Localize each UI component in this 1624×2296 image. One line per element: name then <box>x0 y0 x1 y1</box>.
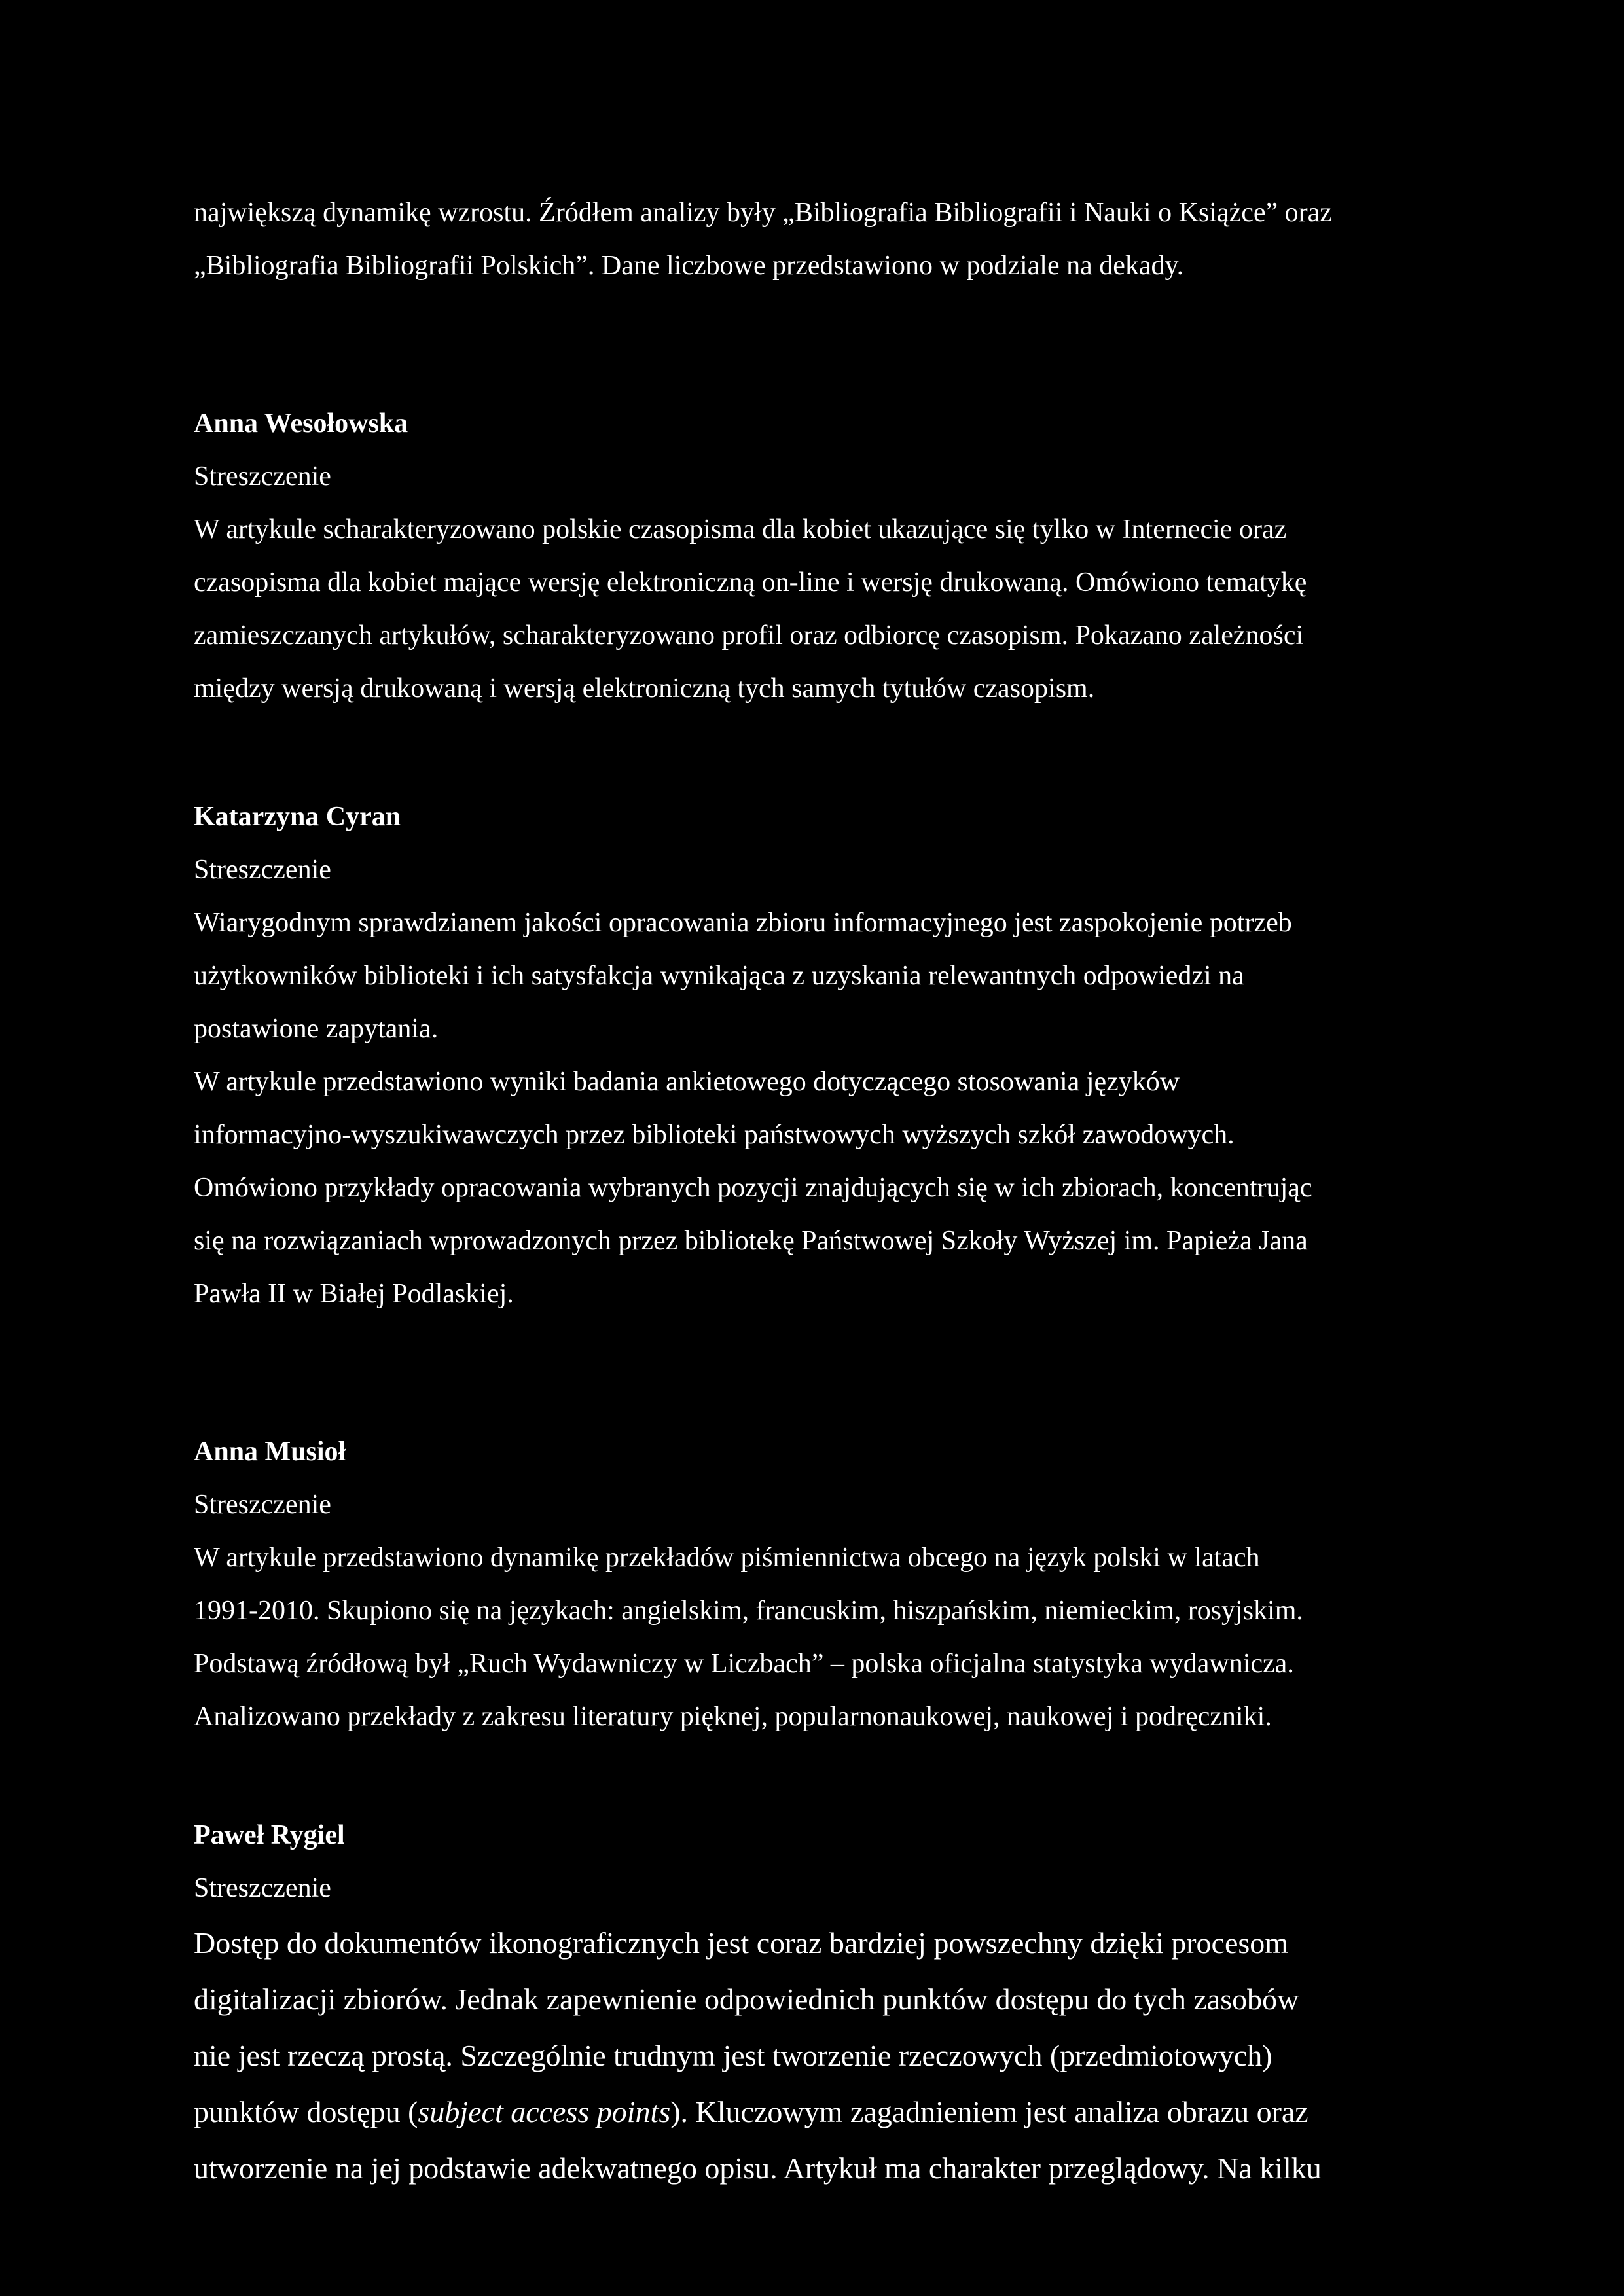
text-line: digitalizacji zbiorów. Jednak zapewnienie odpowiednich punktów dostępu do tych zasobów <box>194 1982 1299 2016</box>
intro-paragraph <box>194 187 1437 293</box>
document-page <box>194 187 1437 2197</box>
author-name: Paweł Rygiel <box>194 1820 345 1850</box>
text-line: zamieszczanych artykułów, scharakteryzowano profil oraz odbiorcę czasopism. Pokazano zależności <box>194 620 1304 651</box>
section-heading: Streszczenie <box>194 461 331 492</box>
text-line: W artykule przedstawiono dynamikę przekładów piśmiennictwa obcego na język polski w latach <box>194 1543 1260 1573</box>
text-line: Dostęp do dokumentów ikonograficznych jest coraz bardziej powszechny dzięki procesom <box>194 1926 1289 1960</box>
section-heading: Streszczenie <box>194 1873 331 1903</box>
text-line: 1991-2010. Skupiono się na językach: angielskim, francuskim, hiszpańskim, niemieckim, rosyjskim. <box>194 1596 1303 1626</box>
abstract-entry-wesolowska <box>194 397 1437 715</box>
text-segment: ). Kluczowym zagadnieniem jest analiza obrazu oraz <box>670 2095 1308 2128</box>
text-line: między wersją drukowaną i wersją elektroniczną tych samych tytułów czasopism. <box>194 673 1095 704</box>
text-line <box>194 2084 1437 2140</box>
text-line: utworzenie na jej podstawie adekwatnego opisu. Artykuł ma charakter przeglądowy. Na kilku <box>194 2151 1322 2185</box>
abstract-entry-musiol <box>194 1426 1437 1744</box>
section-heading: Streszczenie <box>194 855 331 885</box>
text-line: największą dynamikę wzrostu. Źródłem analizy były „Bibliografia Bibliografii i Nauki o Książce” oraz <box>194 198 1332 228</box>
text-segment: punktów dostępu ( <box>194 2095 418 2128</box>
text-line: się na rozwiązaniach wprowadzonych przez bibliotekę Państwowej Szkoły Wyższej im. Papieża Jana <box>194 1226 1308 1256</box>
text-line: czasopisma dla kobiet mające wersję elektroniczną on-line i wersję drukowaną. Omówiono tematykę <box>194 567 1307 598</box>
text-line: W artykule przedstawiono wyniki badania ankietowego dotyczącego stosowania języków <box>194 1067 1180 1097</box>
text-line: W artykule scharakteryzowano polskie czasopisma dla kobiet ukazujące się tylko w Internecie oraz <box>194 514 1287 545</box>
text-line: informacyjno-wyszukiwawczych przez biblioteki państwowych wyższych szkół zawodowych. <box>194 1120 1235 1150</box>
text-line: Wiarygodnym sprawdzianem jakości opracowania zbioru informacyjnego jest zaspokojenie potrzeb <box>194 908 1292 938</box>
text-line: użytkowników biblioteki i ich satysfakcja wynikająca z uzyskania relewantnych odpowiedzi na <box>194 961 1244 991</box>
text-line: Omówiono przykłady opracowania wybranych pozycji znajdujących się w ich zbiorach, koncentrując <box>194 1173 1312 1203</box>
text-line: postawione zapytania. <box>194 1014 439 1044</box>
author-name: Anna Musioł <box>194 1437 346 1467</box>
section-heading: Streszczenie <box>194 1490 331 1520</box>
abstract-entry-rygiel <box>194 1809 1437 2197</box>
author-name: Anna Wesołowska <box>194 408 408 439</box>
text-line: Pawła II w Białej Podlaskiej. <box>194 1279 514 1309</box>
italic-term: subject access points <box>418 2095 671 2128</box>
text-line: „Bibliografia Bibliografii Polskich”. Dane liczbowe przedstawiono w podziale na dekady. <box>194 251 1184 281</box>
abstract-entry-cyran <box>194 791 1437 1321</box>
text-line: nie jest rzeczą prostą. Szczególnie trudnym jest tworzenie rzeczowych (przedmiotowych) <box>194 2039 1272 2072</box>
text-line: Podstawą źródłową był „Ruch Wydawniczy w Liczbach” – polska oficjalna statystyka wydawnicza. <box>194 1649 1294 1679</box>
author-name: Katarzyna Cyran <box>194 802 401 832</box>
text-line: Analizowano przekłady z zakresu literatury pięknej, popularnonaukowej, naukowej i podręczniki. <box>194 1702 1272 1732</box>
